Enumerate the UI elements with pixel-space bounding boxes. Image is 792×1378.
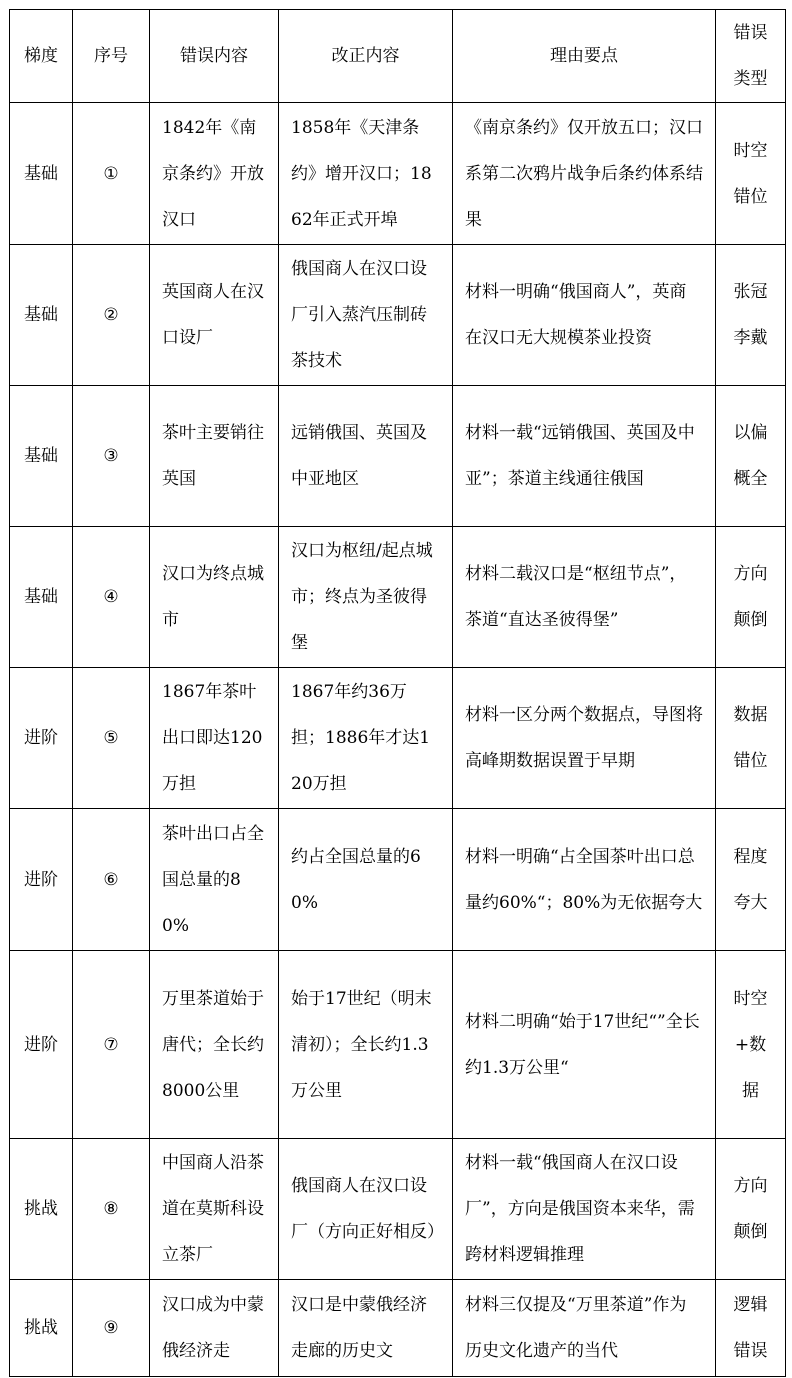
cell-fix: 汉口是中蒙俄经济走廊的历史文: [279, 1280, 453, 1377]
cell-error: 中国商人沿茶道在莫斯科设立茶厂: [150, 1139, 279, 1280]
cell-number: ④: [73, 527, 150, 668]
cell-type: 逻辑错误: [716, 1280, 786, 1377]
cell-reason: 材料一载“远销俄国、英国及中亚”；茶道主线通往俄国: [453, 386, 716, 527]
cell-number: ⑤: [73, 668, 150, 809]
cell-level: 基础: [10, 103, 73, 245]
cell-level: 挑战: [10, 1139, 73, 1280]
error-correction-table: [9, 9, 786, 1377]
cell-number: ①: [73, 103, 150, 245]
table-row: [10, 1139, 786, 1280]
header-number: 序号: [73, 10, 150, 103]
header-level: 梯度: [10, 10, 73, 103]
cell-reason: 材料二载汉口是“枢纽节点”，茶道“直达圣彼得堡”: [453, 527, 716, 668]
header-row: [10, 10, 786, 103]
cell-level: 进阶: [10, 809, 73, 951]
cell-type: 方向颠倒: [716, 527, 786, 668]
cell-fix: 始于17世纪（明末清初）；全长约1.3万公里: [279, 951, 453, 1139]
header-reason: 理由要点: [453, 10, 716, 103]
cell-level: 基础: [10, 245, 73, 386]
cell-type: 程度夸大: [716, 809, 786, 951]
cell-type: 以偏概全: [716, 386, 786, 527]
cell-number: ②: [73, 245, 150, 386]
cell-type: 张冠李戴: [716, 245, 786, 386]
table-row: [10, 103, 786, 245]
cell-error: 茶叶出口占全国总量的80%: [150, 809, 279, 951]
cell-error: 1842年《南京条约》开放汉口: [150, 103, 279, 245]
cell-reason: 材料三仅提及“万里茶道”作为历史文化遗产的当代: [453, 1280, 716, 1377]
cell-fix: 汉口为枢纽/起点城市；终点为圣彼得堡: [279, 527, 453, 668]
cell-level: 进阶: [10, 951, 73, 1139]
table-row: [10, 527, 786, 668]
cell-reason: 材料一载“俄国商人在汉口设厂”，方向是俄国资本来华，需跨材料逻辑推理: [453, 1139, 716, 1280]
cell-number: ⑧: [73, 1139, 150, 1280]
cell-level: 挑战: [10, 1280, 73, 1377]
cell-level: 进阶: [10, 668, 73, 809]
cell-reason: 材料一明确“俄国商人”，英商在汉口无大规模茶业投资: [453, 245, 716, 386]
cell-error: 万里茶道始于唐代；全长约8000公里: [150, 951, 279, 1139]
table-row: [10, 809, 786, 951]
table-row: [10, 1280, 786, 1377]
cell-reason: 材料一区分两个数据点，导图将高峰期数据误置于早期: [453, 668, 716, 809]
cell-error: 汉口成为中蒙俄经济走: [150, 1280, 279, 1377]
cell-level: 基础: [10, 527, 73, 668]
cell-type: 方向颠倒: [716, 1139, 786, 1280]
cell-reason: 《南京条约》仅开放五口；汉口系第二次鸦片战争后条约体系结果: [453, 103, 716, 245]
cell-type: 时空错位: [716, 103, 786, 245]
cell-fix: 俄国商人在汉口设厂引入蒸汽压制砖茶技术: [279, 245, 453, 386]
cell-number: ⑦: [73, 951, 150, 1139]
cell-type: 数据错位: [716, 668, 786, 809]
cell-number: ⑥: [73, 809, 150, 951]
cell-reason: 材料二明确“始于17世纪“”全长约1.3万公里“: [453, 951, 716, 1139]
cell-fix: 俄国商人在汉口设厂（方向正好相反）: [279, 1139, 453, 1280]
cell-fix: 约占全国总量的60%: [279, 809, 453, 951]
cell-error: 1867年茶叶出口即达120万担: [150, 668, 279, 809]
cell-level: 基础: [10, 386, 73, 527]
cell-error: 英国商人在汉口设厂: [150, 245, 279, 386]
cell-reason: 材料一明确“占全国茶叶出口总量约60%“；80%为无依据夸大: [453, 809, 716, 951]
cell-error: 汉口为终点城市: [150, 527, 279, 668]
cell-fix: 远销俄国、英国及中亚地区: [279, 386, 453, 527]
table-row: [10, 951, 786, 1139]
cell-fix: 1858年《天津条约》增开汉口；1862年正式开埠: [279, 103, 453, 245]
cell-number: ⑨: [73, 1280, 150, 1377]
table-row: [10, 386, 786, 527]
cell-number: ③: [73, 386, 150, 527]
table-row: [10, 245, 786, 386]
header-correction: 改正内容: [279, 10, 453, 103]
header-error-type: 错误类型: [716, 10, 786, 103]
header-error-content: 错误内容: [150, 10, 279, 103]
table-row: [10, 668, 786, 809]
cell-type: 时空+数据: [716, 951, 786, 1139]
cell-error: 茶叶主要销往英国: [150, 386, 279, 527]
cell-fix: 1867年约36万担；1886年才达120万担: [279, 668, 453, 809]
